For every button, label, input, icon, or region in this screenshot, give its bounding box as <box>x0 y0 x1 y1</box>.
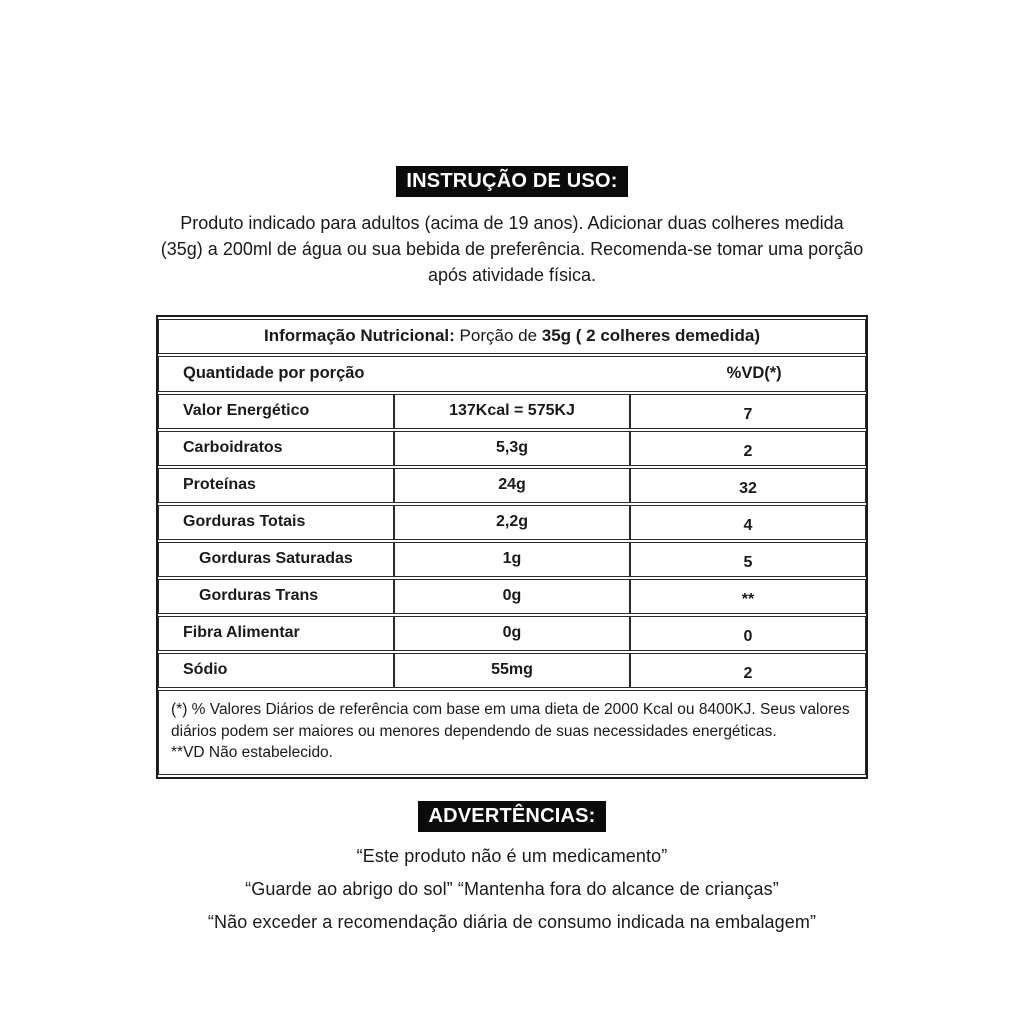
table-row <box>158 468 866 503</box>
nutrient-vd: 0 <box>630 616 866 651</box>
nutrient-vd: 2 <box>630 431 866 466</box>
nutrient-label: Gorduras Trans <box>158 579 394 614</box>
advertencias-section <box>156 801 868 931</box>
table-row <box>158 616 866 651</box>
table-subheader-cell <box>158 356 866 392</box>
table-row <box>158 579 866 614</box>
nutrient-vd: 2 <box>630 653 866 688</box>
instrucao-section <box>156 166 868 288</box>
nutrient-value: 24g <box>394 468 630 503</box>
table-title-row <box>158 319 866 354</box>
table-title-regular: Porção de <box>459 326 538 346</box>
nutrient-value: 0g <box>394 616 630 651</box>
label-content <box>156 166 868 931</box>
nutrient-label: Fibra Alimentar <box>158 616 394 651</box>
footnote-line: diários podem ser maiores ou menores dependendo de suas necessidades energéticas. <box>171 722 777 740</box>
nutrition-table <box>156 315 868 779</box>
table-title-cell <box>158 319 866 354</box>
footnote-line: (*) % Valores Diários de referência com base em uma dieta de 2000 Kcal ou 8400KJ. Seus valores <box>171 701 850 719</box>
nutrient-label: Proteínas <box>158 468 394 503</box>
advertencias-title-banner: ADVERTÊNCIAS: <box>418 801 605 832</box>
nutrient-value: 2,2g <box>394 505 630 540</box>
column-header-quantity: Quantidade por porção <box>183 364 365 383</box>
advertencias-header-row <box>156 801 868 832</box>
nutrient-value: 5,3g <box>394 431 630 466</box>
nutrient-value: 137Kcal = 575KJ <box>394 394 630 429</box>
warning-line: “Guarde ao abrigo do sol” “Mantenha fora do alcance de crianças” <box>245 879 779 900</box>
table-row <box>158 505 866 540</box>
nutrient-label: Gorduras Totais <box>158 505 394 540</box>
nutrient-vd: 4 <box>630 505 866 540</box>
nutrient-vd: 32 <box>630 468 866 503</box>
table-row <box>158 653 866 688</box>
warning-line: “Não exceder a recomendação diária de consumo indicada na embalagem” <box>207 912 817 933</box>
nutrient-vd: 5 <box>630 542 866 577</box>
column-header-vd: %VD(*) <box>726 364 782 383</box>
instrucao-body-text: Produto indicado para adultos (acima de 19 anos). Adicionar duas colheres medida (35g) a 200ml de água ou sua bebida de preferência. Recomenda-se tomar uma porção após atividade física. <box>160 213 864 286</box>
footnote-line: **VD Não estabelecido. <box>171 744 333 762</box>
nutrient-label: Sódio <box>158 653 394 688</box>
warning-line: “Este produto não é um medicamento” <box>356 846 668 867</box>
table-row <box>158 542 866 577</box>
nutrient-value: 55mg <box>394 653 630 688</box>
nutrient-label: Valor Energético <box>158 394 394 429</box>
instrucao-header-row <box>156 166 868 197</box>
nutrient-label: Carboidratos <box>158 431 394 466</box>
nutrient-value: 0g <box>394 579 630 614</box>
table-row <box>158 394 866 429</box>
table-title-serving: 35g ( 2 colheres demedida) <box>541 326 761 346</box>
nutrient-vd: ** <box>630 579 866 614</box>
table-footnote-cell <box>158 690 866 775</box>
table-footnote-row <box>158 690 866 775</box>
instrucao-title-banner: INSTRUÇÃO DE USO: <box>396 166 627 197</box>
table-subheader-row <box>158 356 866 392</box>
table-row <box>158 431 866 466</box>
nutrient-value: 1g <box>394 542 630 577</box>
table-title-bold: Informação Nutricional: <box>263 326 455 346</box>
nutrient-label: Gorduras Saturadas <box>158 542 394 577</box>
nutrient-vd: 7 <box>630 394 866 429</box>
